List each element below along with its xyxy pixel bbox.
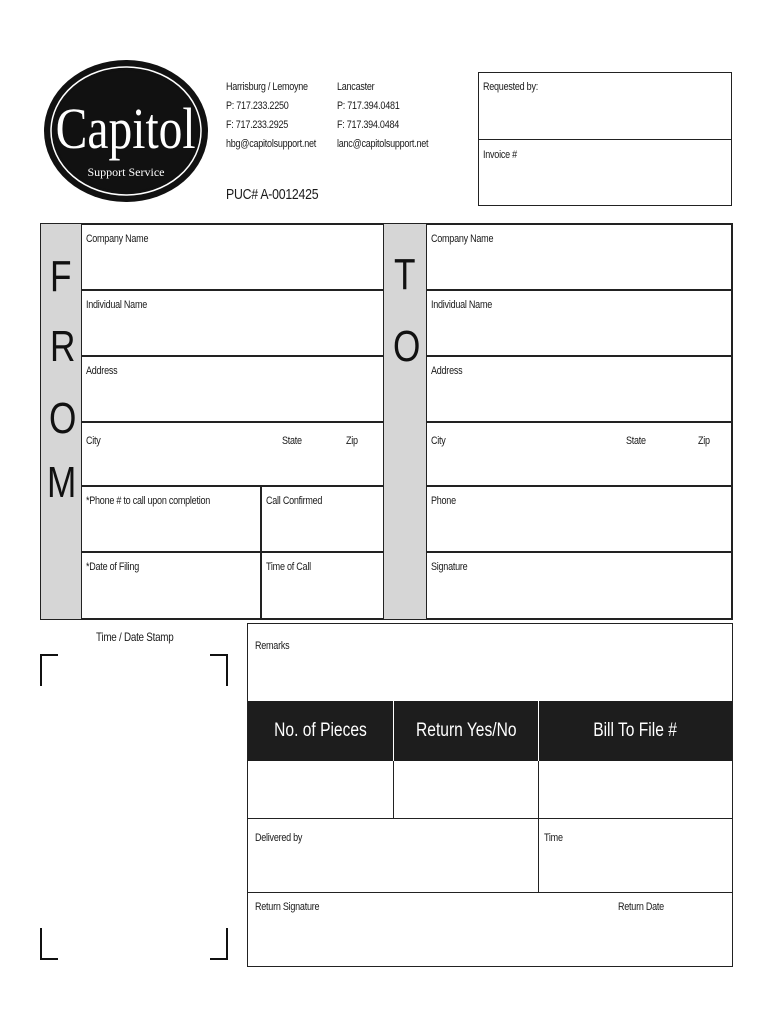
request-box (478, 72, 732, 206)
to-individual-name-field[interactable] (426, 290, 732, 356)
from-band (41, 224, 81, 619)
delivery-section (247, 623, 733, 967)
lancaster-office (337, 80, 448, 152)
logo-main-text: Capitol (55, 97, 196, 162)
to-address-field[interactable] (426, 356, 732, 422)
return-signature-field[interactable] (248, 893, 732, 965)
pieces-header: No. of Pieces (274, 720, 367, 741)
from-phone-field[interactable] (81, 486, 261, 552)
pieces-field[interactable] (248, 761, 393, 818)
lancaster-email: lanc@capitolsupport.net (337, 138, 429, 150)
to-city-label: City (431, 435, 446, 447)
requested-by-label: Requested by: (483, 81, 538, 93)
from-city-label: City (86, 435, 101, 447)
delivered-by-field[interactable] (248, 819, 538, 891)
from-letter-r: R (50, 322, 76, 371)
logo-sub-text: Support Service (87, 165, 165, 179)
time-field[interactable] (539, 819, 732, 891)
lancaster-phone: P: 717.394.0481 (337, 100, 400, 112)
date-of-filing-label: *Date of Filing (86, 561, 139, 573)
lancaster-fax: F: 717.394.0484 (337, 119, 400, 131)
to-zip-label: Zip (698, 435, 710, 447)
bill-to-file-header: Bill To File # (538, 701, 732, 761)
stamp-corner-top-left (40, 654, 58, 686)
return-divider (538, 761, 539, 818)
remarks-field[interactable] (248, 624, 732, 701)
date-of-filing-field[interactable] (81, 552, 261, 619)
to-company-name-label: Company Name (431, 233, 494, 245)
delivered-by-label: Delivered by (255, 832, 303, 844)
to-letter-t: T (394, 250, 416, 299)
from-state-label: State (282, 435, 302, 447)
remarks-label: Remarks (255, 640, 290, 652)
lancaster-name: Lancaster (337, 81, 375, 93)
from-phone-label: *Phone # to call upon completion (86, 495, 211, 507)
harrisburg-phone: P: 717.233.2250 (226, 100, 289, 112)
from-company-name-label: Company Name (86, 233, 149, 245)
to-signature-label: Signature (431, 561, 468, 573)
to-company-name-field[interactable] (426, 224, 732, 290)
harrisburg-name: Harrisburg / Lemoyne (226, 81, 308, 93)
return-header: Return Yes/No (393, 701, 538, 761)
stamp-label: Time / Date Stamp (96, 630, 174, 644)
to-city-state-zip-field[interactable] (426, 422, 732, 486)
harrisburg-fax: F: 717.233.2925 (226, 119, 289, 131)
time-date-stamp-area[interactable] (40, 630, 232, 960)
time-of-call-field[interactable] (261, 552, 384, 619)
to-letter-o: O (393, 322, 421, 371)
to-individual-name-label: Individual Name (431, 299, 492, 311)
bill-to-file-field[interactable] (538, 761, 732, 818)
requested-by-field[interactable] (479, 73, 731, 139)
invoice-field[interactable] (479, 140, 731, 205)
capitol-logo (42, 58, 210, 204)
pieces-divider (393, 761, 394, 818)
puc-number: PUC# A-0012425 (226, 186, 319, 203)
from-individual-name-field[interactable] (81, 290, 384, 356)
from-letter-f: F (50, 252, 72, 301)
from-address-label: Address (86, 365, 118, 377)
from-company-name-field[interactable] (81, 224, 384, 290)
from-zip-label: Zip (346, 435, 358, 447)
to-band (384, 224, 426, 619)
from-individual-name-label: Individual Name (86, 299, 147, 311)
return-yes-no-field[interactable] (393, 761, 538, 818)
from-letter-m: M (47, 458, 77, 507)
harrisburg-email: hbg@capitolsupport.net (226, 138, 317, 150)
to-state-label: State (626, 435, 646, 447)
stamp-corner-bottom-left (40, 928, 58, 960)
from-address-field[interactable] (81, 356, 384, 422)
to-phone-label: Phone (431, 495, 456, 507)
invoice-label: Invoice # (483, 149, 517, 161)
from-letter-o: O (49, 394, 77, 443)
return-date-label: Return Date (618, 901, 664, 913)
harrisburg-office (226, 80, 336, 152)
time-label: Time (544, 832, 563, 844)
stamp-corner-top-right (210, 654, 228, 686)
logo-oval (42, 58, 210, 204)
time-of-call-label: Time of Call (266, 561, 311, 573)
call-confirmed-field[interactable] (261, 486, 384, 552)
address-block (40, 223, 733, 620)
stamp-corner-bottom-right (210, 928, 228, 960)
pieces-header-row (248, 701, 732, 761)
to-phone-field[interactable] (426, 486, 732, 552)
to-signature-field[interactable] (426, 552, 732, 619)
call-confirmed-label: Call Confirmed (266, 495, 323, 507)
return-signature-label: Return Signature (255, 901, 320, 913)
from-city-state-zip-field[interactable] (81, 422, 384, 486)
to-address-label: Address (431, 365, 463, 377)
